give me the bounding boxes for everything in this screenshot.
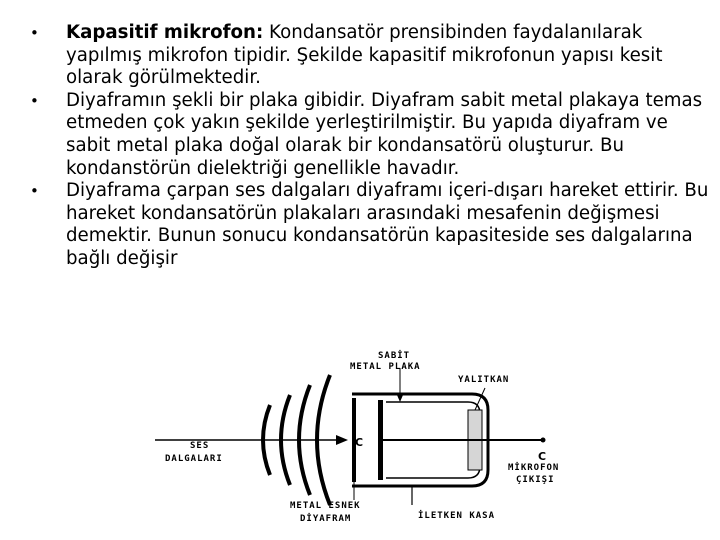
yalitkan-label: YALITKAN [458, 375, 510, 385]
iletken-kasa-label: İLETKEN KASA [418, 511, 496, 521]
bullet-text: Diyaframa çarpan ses dalgaları diyaframı içeri-dışarı hareket ettirir. Bu hareket kondansatörün plakaları arasındaki mesafenin değişmesi demektir. Bunun sonucu kondansatörün kapasiteside ses dalgalarına bağlı değişir [66, 180, 709, 269]
ses-label-1: SES [190, 441, 210, 451]
mikrofon-label-2: ÇIKIŞI [516, 475, 555, 485]
c-inner-label: C [355, 436, 364, 449]
ses-label-2: DALGALARI [165, 454, 223, 464]
sabit-label-1: SABİT [378, 351, 411, 361]
bullet-title: Kapasitif mikrofon: [66, 22, 264, 43]
metal-esnek-label-1: METAL ESNEK [290, 501, 361, 511]
bullet-text: Kondansatör prensibinden faydalanılarak yapılmış mikrofon tipidir. Şekilde kapasitif mikrofonun yapısı kesit olarak görülmektedir. [66, 22, 663, 89]
mikrofon-label-1: MİKROFON [508, 463, 560, 473]
bullet-list [30, 22, 710, 271]
output-terminal [541, 438, 546, 443]
sound-arrow-head [336, 435, 348, 445]
bullet-dot: • [30, 182, 39, 201]
bullet-item-2 [30, 90, 710, 180]
bullet-text: Diyaframın şekli bir plaka gibidir. Diyafram sabit metal plakaya temas etmeden çok yakın şekilde yerleştirilmiştir. Bu yapıda diyafram ve sabit metal plaka doğal olarak bir kondansatörü oluşturur. Bu kondanstörün dielektriği genellikle havadır. [66, 89, 703, 179]
sabit-leader-head [397, 395, 403, 402]
bullet-dot: • [30, 91, 39, 110]
capacitive-microphone-diagram [150, 340, 570, 535]
bullet-dot: • [30, 24, 39, 42]
c-outer-label: C [538, 450, 547, 463]
sabit-label-2: METAL PLAKA [350, 362, 421, 372]
fixed-metal-plate [378, 400, 383, 480]
bullet-item-3 [30, 180, 710, 270]
metal-esnek-label-2: DİYAFRAM [300, 514, 352, 524]
bullet-item-1 [30, 22, 710, 90]
